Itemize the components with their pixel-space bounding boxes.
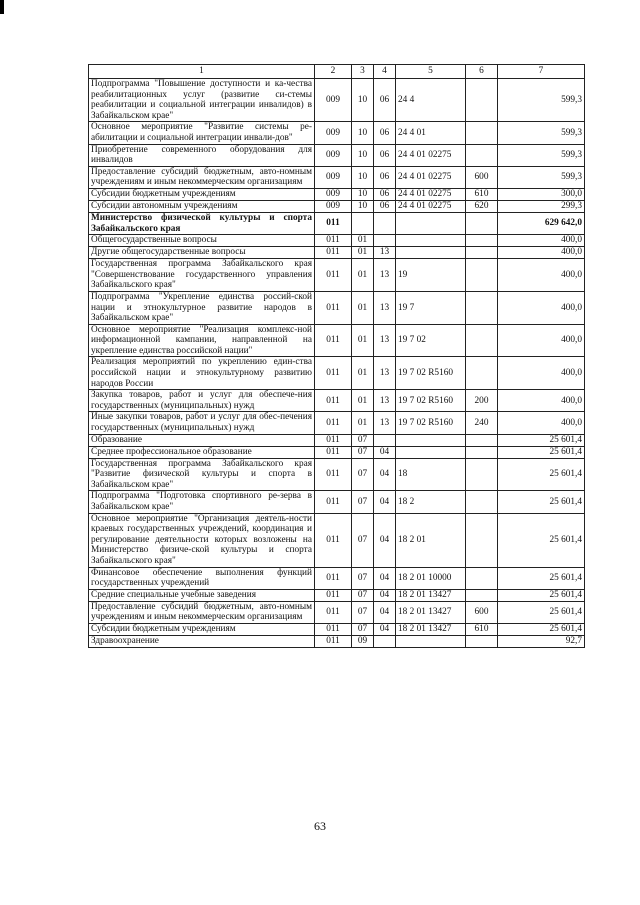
table-row xyxy=(89,188,585,200)
ministry-code: 011 xyxy=(315,235,352,247)
expense-type xyxy=(466,458,498,491)
expense-type xyxy=(466,212,498,234)
ministry-code: 009 xyxy=(315,200,352,212)
table-row xyxy=(89,412,585,434)
expense-type xyxy=(466,79,498,122)
budget-table xyxy=(88,64,585,648)
expense-type: 240 xyxy=(466,412,498,434)
row-name: Общегосударственные вопросы xyxy=(89,235,315,247)
table-row xyxy=(89,166,585,188)
target-article: 19 7 xyxy=(396,291,466,324)
row-name: Предоставление субсидий бюджетным, авто-номным учреждениям и иным некоммерческим организациям xyxy=(89,166,315,188)
section-code: 10 xyxy=(352,144,374,166)
table-row xyxy=(89,357,585,390)
target-article: 24 4 01 02275 xyxy=(396,166,466,188)
row-name: Другие общегосударственные вопросы xyxy=(89,247,315,259)
header-cell-1: 1 xyxy=(89,65,315,79)
table-row xyxy=(89,434,585,446)
table-row xyxy=(89,324,585,357)
expense-type: 200 xyxy=(466,390,498,412)
expense-type: 610 xyxy=(466,188,498,200)
target-article: 24 4 01 02275 xyxy=(396,188,466,200)
target-article: 18 2 01 13427 xyxy=(396,623,466,635)
ministry-code: 011 xyxy=(315,390,352,412)
ministry-code: 011 xyxy=(315,589,352,601)
amount: 25 601,4 xyxy=(498,458,585,491)
row-name: Средние специальные учебные заведения xyxy=(89,589,315,601)
row-name: Предоставление субсидий бюджетным, авто-номным учреждениям и иным некоммерческим организациям xyxy=(89,601,315,623)
target-article: 18 2 xyxy=(396,491,466,513)
subsection-code: 06 xyxy=(374,79,396,122)
section-code: 01 xyxy=(352,291,374,324)
amount: 400,0 xyxy=(498,357,585,390)
target-article: 18 2 01 xyxy=(396,513,466,567)
subsection-code: 04 xyxy=(374,458,396,491)
section-code: 07 xyxy=(352,434,374,446)
ministry-code: 011 xyxy=(315,446,352,458)
section-code: 01 xyxy=(352,412,374,434)
target-article xyxy=(396,635,466,647)
subsection-code: 04 xyxy=(374,601,396,623)
table-row xyxy=(89,589,585,601)
table-row xyxy=(89,513,585,567)
section-code: 07 xyxy=(352,491,374,513)
table-row xyxy=(89,144,585,166)
section-code: 01 xyxy=(352,235,374,247)
section-code: 07 xyxy=(352,601,374,623)
target-article: 18 2 01 13427 xyxy=(396,601,466,623)
row-name: Подпрограмма "Укрепление единства россий-ской нации и этнокультурное развитие народов в Забайкальском крае" xyxy=(89,291,315,324)
ministry-code: 011 xyxy=(315,601,352,623)
subsection-code: 13 xyxy=(374,390,396,412)
target-article: 19 7 02 R5160 xyxy=(396,390,466,412)
row-name: Иные закупки товаров, работ и услуг для обес-печения государственных (муниципальных) нужд xyxy=(89,412,315,434)
subsection-code: 13 xyxy=(374,357,396,390)
ministry-code: 011 xyxy=(315,259,352,292)
amount: 400,0 xyxy=(498,235,585,247)
subsection-code: 04 xyxy=(374,513,396,567)
target-article: 19 xyxy=(396,259,466,292)
row-name: Закупка товаров, работ и услуг для обеспече-ния государственных (муниципальных) нужд xyxy=(89,390,315,412)
target-article: 19 7 02 R5160 xyxy=(396,357,466,390)
amount: 25 601,4 xyxy=(498,623,585,635)
amount: 25 601,4 xyxy=(498,589,585,601)
expense-type xyxy=(466,589,498,601)
subsection-code xyxy=(374,235,396,247)
row-name: Основное мероприятие "Организация деятель-ности краевых государственных учреждений, координация и регулирование деятельности которых возложены на Министерство физиче-ской культуры и спорта Забайкальского края" xyxy=(89,513,315,567)
table-body xyxy=(89,79,585,648)
subsection-code: 13 xyxy=(374,291,396,324)
ministry-code: 009 xyxy=(315,166,352,188)
ministry-code: 009 xyxy=(315,122,352,144)
section-code: 07 xyxy=(352,513,374,567)
row-name: Субсидии бюджетным учреждениям xyxy=(89,623,315,635)
subsection-code xyxy=(374,212,396,234)
target-article: 24 4 xyxy=(396,79,466,122)
ministry-code: 011 xyxy=(315,291,352,324)
section-code: 10 xyxy=(352,200,374,212)
row-name: Образование xyxy=(89,434,315,446)
section-code: 10 xyxy=(352,79,374,122)
table-row xyxy=(89,79,585,122)
row-name: Основное мероприятие "Развитие системы ре-абилитации и социальной интеграции инвали-дов" xyxy=(89,122,315,144)
table-row xyxy=(89,235,585,247)
expense-type: 620 xyxy=(466,200,498,212)
ministry-code: 011 xyxy=(315,623,352,635)
ministry-code: 011 xyxy=(315,357,352,390)
section-code: 07 xyxy=(352,589,374,601)
subsection-code: 04 xyxy=(374,491,396,513)
table-row xyxy=(89,635,585,647)
amount: 25 601,4 xyxy=(498,446,585,458)
section-code: 01 xyxy=(352,357,374,390)
section-code: 07 xyxy=(352,567,374,589)
section-code: 07 xyxy=(352,623,374,635)
expense-type xyxy=(466,144,498,166)
scan-edge-mark xyxy=(0,0,4,14)
subsection-code: 13 xyxy=(374,259,396,292)
subsection-code: 13 xyxy=(374,412,396,434)
ministry-code: 011 xyxy=(315,635,352,647)
ministry-code: 009 xyxy=(315,188,352,200)
table-row xyxy=(89,122,585,144)
expense-type xyxy=(466,259,498,292)
row-name: Государственная программа Забайкальского края "Развитие физической культуры и спорта в Забайкальском крае" xyxy=(89,458,315,491)
row-name: Финансовое обеспечение выполнения функций государственных учреждений xyxy=(89,567,315,589)
target-article: 24 4 01 02275 xyxy=(396,200,466,212)
amount: 25 601,4 xyxy=(498,601,585,623)
section-code: 07 xyxy=(352,446,374,458)
row-name: Реализация мероприятий по укреплению един-ства российской нации и этнокультурному развитию народов России xyxy=(89,357,315,390)
expense-type xyxy=(466,446,498,458)
subsection-code: 13 xyxy=(374,247,396,259)
amount: 629 642,0 xyxy=(498,212,585,234)
subsection-code: 04 xyxy=(374,567,396,589)
amount: 599,3 xyxy=(498,79,585,122)
subsection-code: 13 xyxy=(374,324,396,357)
header-row xyxy=(89,65,585,79)
expense-type xyxy=(466,567,498,589)
amount: 400,0 xyxy=(498,259,585,292)
amount: 400,0 xyxy=(498,412,585,434)
header-cell-6: 6 xyxy=(466,65,498,79)
target-article xyxy=(396,434,466,446)
ministry-code: 011 xyxy=(315,434,352,446)
row-name: Государственная программа Забайкальского края "Совершенствование государственного управления Забайкальского края" xyxy=(89,259,315,292)
amount: 599,3 xyxy=(498,122,585,144)
subsection-code: 04 xyxy=(374,589,396,601)
expense-type xyxy=(466,247,498,259)
expense-type xyxy=(466,434,498,446)
expense-type: 610 xyxy=(466,623,498,635)
expense-type xyxy=(466,357,498,390)
ministry-code: 011 xyxy=(315,412,352,434)
amount: 25 601,4 xyxy=(498,567,585,589)
section-code xyxy=(352,212,374,234)
table-row xyxy=(89,446,585,458)
ministry-code: 011 xyxy=(315,491,352,513)
target-article xyxy=(396,247,466,259)
target-article: 18 2 01 10000 xyxy=(396,567,466,589)
row-name: Основное мероприятие "Реализация комплекс-ной информационной кампании, направленной на укрепление единства российской нации" xyxy=(89,324,315,357)
amount: 400,0 xyxy=(498,247,585,259)
header-cell-3: 3 xyxy=(352,65,374,79)
subsection-code: 04 xyxy=(374,623,396,635)
section-code: 10 xyxy=(352,188,374,200)
target-article: 24 4 01 xyxy=(396,122,466,144)
expense-type xyxy=(466,122,498,144)
expense-type xyxy=(466,513,498,567)
ministry-code: 009 xyxy=(315,144,352,166)
subsection-code: 06 xyxy=(374,122,396,144)
table-row xyxy=(89,390,585,412)
subsection-code xyxy=(374,434,396,446)
target-article xyxy=(396,212,466,234)
row-name: Субсидии бюджетным учреждениям xyxy=(89,188,315,200)
table-row xyxy=(89,491,585,513)
section-code: 09 xyxy=(352,635,374,647)
table-row xyxy=(89,601,585,623)
table-row xyxy=(89,247,585,259)
amount: 400,0 xyxy=(498,291,585,324)
expense-type xyxy=(466,635,498,647)
expense-type xyxy=(466,324,498,357)
section-code: 10 xyxy=(352,166,374,188)
amount: 25 601,4 xyxy=(498,434,585,446)
row-name: Среднее профессиональное образование xyxy=(89,446,315,458)
table-row xyxy=(89,212,585,234)
expense-type xyxy=(466,235,498,247)
row-name: Здравоохранение xyxy=(89,635,315,647)
target-article: 24 4 01 02275 xyxy=(396,144,466,166)
target-article: 19 7 02 xyxy=(396,324,466,357)
table-row xyxy=(89,291,585,324)
section-code: 01 xyxy=(352,259,374,292)
row-name: Субсидии автономным учреждениям xyxy=(89,200,315,212)
amount: 599,3 xyxy=(498,144,585,166)
target-article: 19 7 02 R5160 xyxy=(396,412,466,434)
header-cell-7: 7 xyxy=(498,65,585,79)
amount: 300,0 xyxy=(498,188,585,200)
section-code: 01 xyxy=(352,390,374,412)
header-cell-5: 5 xyxy=(396,65,466,79)
target-article: 18 2 01 13427 xyxy=(396,589,466,601)
target-article xyxy=(396,235,466,247)
section-code: 07 xyxy=(352,458,374,491)
amount: 299,3 xyxy=(498,200,585,212)
header-cell-2: 2 xyxy=(315,65,352,79)
amount: 599,3 xyxy=(498,166,585,188)
amount: 400,0 xyxy=(498,324,585,357)
subsection-code: 06 xyxy=(374,144,396,166)
ministry-code: 011 xyxy=(315,324,352,357)
amount: 25 601,4 xyxy=(498,513,585,567)
amount: 92,7 xyxy=(498,635,585,647)
ministry-code: 011 xyxy=(315,212,352,234)
section-code: 01 xyxy=(352,324,374,357)
row-name: Подпрограмма "Подготовка спортивного ре-зерва в Забайкальском крае" xyxy=(89,491,315,513)
row-name: Приобретение современного оборудования для инвалидов xyxy=(89,144,315,166)
page-number: 63 xyxy=(314,819,326,833)
subsection-code: 04 xyxy=(374,446,396,458)
section-code: 10 xyxy=(352,122,374,144)
header-cell-4: 4 xyxy=(374,65,396,79)
ministry-code: 011 xyxy=(315,567,352,589)
table-header xyxy=(89,65,585,79)
ministry-code: 011 xyxy=(315,458,352,491)
amount: 25 601,4 xyxy=(498,491,585,513)
subsection-code: 06 xyxy=(374,166,396,188)
expense-type xyxy=(466,491,498,513)
subsection-code xyxy=(374,635,396,647)
amount: 400,0 xyxy=(498,390,585,412)
expense-type: 600 xyxy=(466,166,498,188)
expense-type: 600 xyxy=(466,601,498,623)
ministry-code: 011 xyxy=(315,247,352,259)
subsection-code: 06 xyxy=(374,188,396,200)
ministry-code: 009 xyxy=(315,79,352,122)
section-code: 01 xyxy=(352,247,374,259)
expense-type xyxy=(466,291,498,324)
table-row xyxy=(89,259,585,292)
table-row xyxy=(89,623,585,635)
ministry-code: 011 xyxy=(315,513,352,567)
table-row xyxy=(89,567,585,589)
target-article xyxy=(396,446,466,458)
subsection-code: 06 xyxy=(374,200,396,212)
table-row xyxy=(89,200,585,212)
row-name: Подпрограмма "Повышение доступности и ка-чества реабилитационных услуг (развитие си-стемы реабилитации и социальной интеграции инвалидов) в Забайкальском крае" xyxy=(89,79,315,122)
row-name: Министерство физической культуры и спорта Забайкальского края xyxy=(89,212,315,234)
target-article: 18 xyxy=(396,458,466,491)
table-row xyxy=(89,458,585,491)
